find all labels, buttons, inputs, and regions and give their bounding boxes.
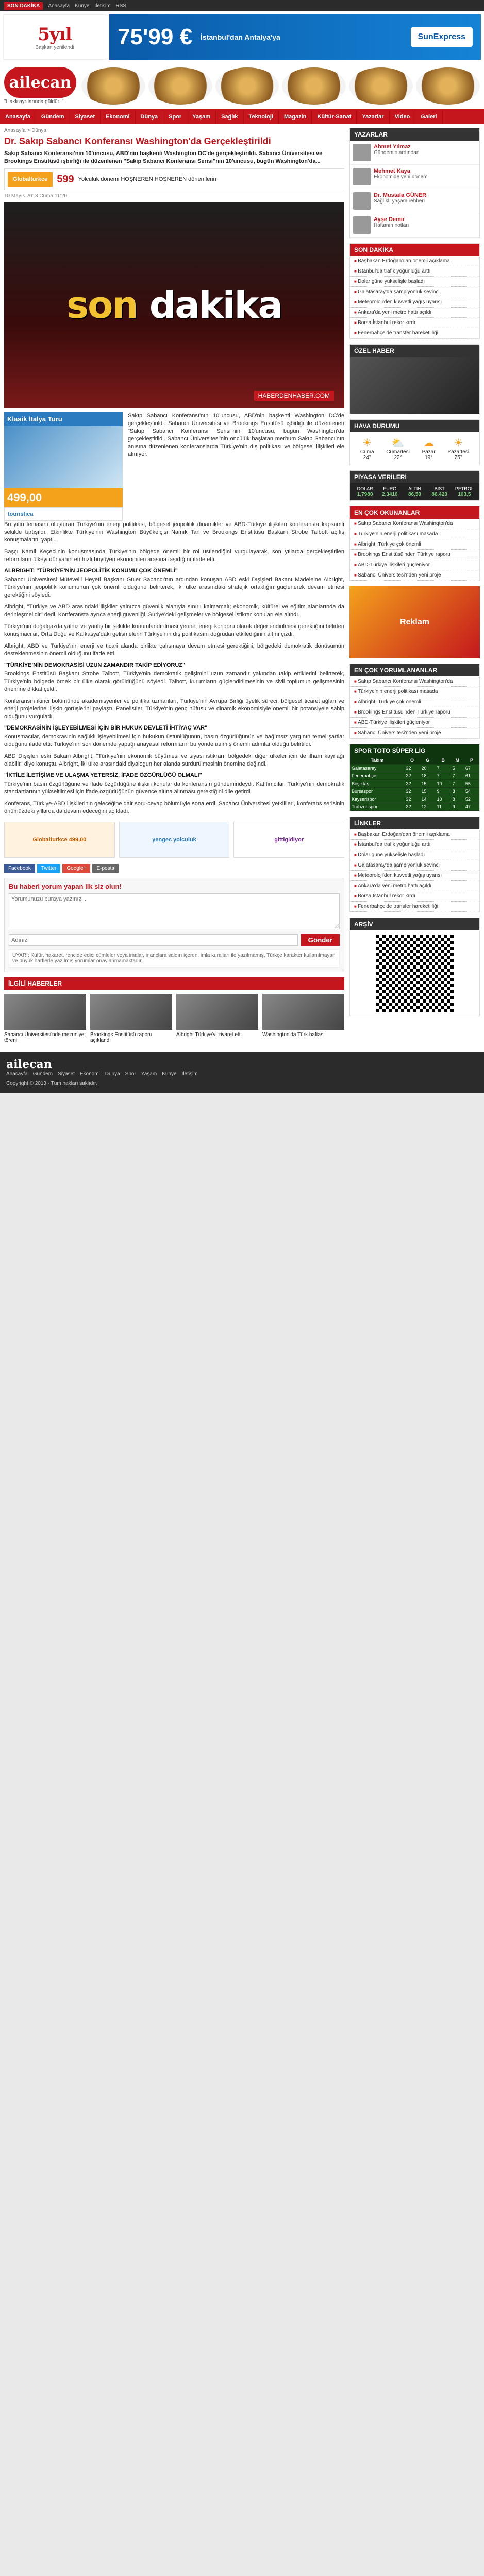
league-cell: 7 [436, 765, 451, 772]
content-columns [0, 124, 484, 1052]
league-cell: Beşiktaş [350, 780, 404, 788]
news-list-item[interactable]: ■ Borsa İstanbul rekor kırdı [350, 891, 479, 902]
league-row [350, 765, 479, 772]
article-body [4, 521, 344, 816]
news-list-item[interactable]: ■ Başbakan Erdoğan'dan önemli açıklama [350, 256, 479, 266]
related-image [262, 994, 344, 1030]
page [0, 0, 484, 1093]
special-news-image[interactable] [350, 357, 479, 414]
hero-word-dakika: dakika [149, 283, 282, 327]
article-body-area [4, 412, 344, 521]
food-image [148, 67, 212, 105]
hero-word-son: son [66, 283, 138, 327]
league-cell: 54 [464, 788, 479, 795]
news-list-item[interactable]: ■ Ankara'da yeni metro hattı açıldı [350, 881, 479, 891]
weather-day-name: Pazar [422, 449, 436, 455]
news-list-item[interactable]: ■ Borsa İstanbul rekor kırdı [350, 318, 479, 328]
market-name: DOLAR [357, 486, 373, 492]
topbar-link[interactable]: Künye [75, 3, 90, 9]
market-name: ALTIN [408, 486, 421, 492]
footer-copyright: Copyright © 2013 - Tüm hakları saklıdır. [6, 1081, 97, 1087]
league-cell: 10 [436, 780, 451, 788]
league-col-header: M [451, 757, 464, 765]
news-list-item[interactable]: ■ Türkiye'nin enerji politikası masada [350, 687, 479, 697]
nav-item[interactable]: Galeri [415, 110, 442, 124]
article-subheading: "TÜRKİYE'NİN DEMOKRASİSİ UZUN ZAMANDIR TAKİP EDİYORUZ" [4, 662, 186, 668]
sidebar-ad[interactable]: Reklam [349, 586, 480, 658]
news-list-item[interactable]: ■ Albright: Türkiye çok önemli [350, 697, 479, 707]
airline-ad-banner[interactable] [109, 14, 481, 60]
article-paragraph: ABD Dışişleri eski Bakanı Albright, "Türkiye'nin ekonomik büyümesi ve siyasi istikrarı, bölgedeki diğer ülkeler için de ilham kaynağı olabilir" diye konuştu. Albright, iki ülke arasındaki diyalogun her alanda sürdürülmesinin önemine değindi. [4, 753, 344, 767]
nav-item[interactable]: Yazarlar [357, 110, 389, 124]
weather-day [360, 436, 374, 461]
article-paragraph: Konuşmacılar, demokrasinin sağlıklı işleyebilmesi için hukukun üstünlüğünün, basın özgürlüğünün ve bağımsız yargının temel şartlar olduğunu ifade etti. Türkiye'nin son dönemde yaptığı anayasal reformların bu yönde atılmış önemli adımlar olduğu belirtildi. [4, 734, 344, 748]
author-name: Ayşe Demir [374, 216, 405, 223]
latest-news-box [349, 243, 480, 339]
weather-temp: 24° [363, 455, 371, 461]
special-news-box [349, 344, 480, 414]
markets-list [350, 483, 479, 500]
league-cell: 55 [464, 780, 479, 788]
most-commented-heading: EN ÇOK YORUMLANANLAR [350, 664, 479, 676]
league-row [350, 803, 479, 811]
related-news [4, 990, 344, 1047]
author-avatar [353, 192, 371, 210]
topbar-link[interactable]: RSS [115, 3, 127, 9]
news-list-item[interactable]: ■ Albright: Türkiye çok önemli [350, 539, 479, 550]
footer-link[interactable]: İletişim [181, 1071, 198, 1077]
author-article-title: Haftanın notları [374, 223, 409, 228]
league-table [350, 757, 479, 811]
market-item [403, 486, 426, 497]
food-image [282, 67, 346, 105]
weather-temp: 19° [425, 455, 433, 461]
author-avatar [353, 216, 371, 234]
league-cell: 32 [404, 772, 420, 780]
market-item [353, 486, 377, 497]
article-subheading: ALBRIGHT: "TÜRKİYE'NİN JEOPOLİTİK KONUMU ÇOK ÖNEMLİ" [4, 568, 178, 574]
news-list-item[interactable]: ■ Meteoroloji'den kuvvetli yağış uyarısı [350, 297, 479, 308]
weather-icon: ☀ [362, 437, 372, 449]
inline-mini-ad[interactable] [4, 168, 344, 190]
footer-link[interactable]: Spor [125, 1071, 136, 1077]
article-paragraph: Türkiye'nin doğalgazda yalnız ve yanlış bir şekilde konumlandırılması yerine, enerji koridoru olarak değerlendirilmesi gerektiğini belirten konuşmacılar, Orta Doğu ve Kafkasya'daki gelişmelerin Türkiye'nin dış politikasını doğrudan etkilediğinin altını çizdi. [4, 623, 344, 637]
league-row [350, 795, 479, 803]
league-row [350, 788, 479, 795]
market-value: 86,50 [408, 492, 421, 497]
market-name: BIST [434, 486, 445, 492]
market-value: 103,5 [458, 492, 471, 497]
header-food-images [81, 67, 480, 105]
league-cell: 32 [404, 780, 420, 788]
author-name: Dr. Mustafa GÜNER [374, 192, 427, 198]
weather-icon: ☀ [454, 437, 463, 449]
footer-link[interactable]: Anasayfa [6, 1071, 28, 1077]
comment-warning: UYARI: Küfür, hakaret, rencide edici cümleler veya imalar, inançlara saldırı içeren, imla kuralları ile yazılmamış, Türkçe karakter kullanılmayan ve büyük harflerle yazılmış yorumlar onaylanmamaktadır. [9, 949, 340, 968]
related-item[interactable] [176, 994, 258, 1043]
market-item [428, 486, 452, 497]
weather-day [422, 436, 436, 461]
tour-ad-price: 499,00 [4, 488, 123, 507]
league-cell: 61 [464, 772, 479, 780]
weather-icon: ⛅ [391, 437, 405, 449]
article-hero-image [4, 202, 344, 408]
qr-code [376, 935, 454, 1012]
food-image [416, 67, 480, 105]
tour-ad-image [4, 426, 123, 488]
links-box [349, 817, 480, 912]
weather-temp: 22° [394, 455, 402, 461]
comment-heading: Bu haberi yorum yapan ilk siz olun! [9, 883, 122, 890]
article-paragraph: Albright, "Türkiye ve ABD arasındaki ilişkiler yalnızca güvenlik alanıyla sınırlı kalmamalı; ekonomik, kültürel ve eğitim alanlarında da derinleşmelidir" dedi. Konferansta ayrıca enerji güvenliği, Suriye'deki gelişmeler ve bölgesel istikrar konuları ele alındı. [4, 604, 344, 618]
league-table-box [349, 744, 480, 811]
author-item[interactable] [350, 213, 479, 238]
news-list-item[interactable]: ■ Sabancı Üniversitesi'nden yeni proje [350, 570, 479, 581]
article-paragraph: Bu yılın temasını oluşturan Türkiye'nin enerji politikası, bölgesel jeopolitik dinamikler ve ABD-Türkiye ilişkileri konferansta kapsamlı şekilde tartışıldı. Etkinlikte Türkiye'nin Washington Büyükelçisi Namık Tan ve Brookings Enstitüsü Başkanı Strobe Talbott açılış konuşmalarını yaptı. [4, 521, 344, 543]
footer-link[interactable]: Ekonomi [79, 1071, 100, 1077]
bottom-ads [4, 822, 344, 858]
site-header [0, 63, 484, 110]
nav-item[interactable]: Kültür-Sanat [312, 110, 357, 124]
league-cell: 32 [404, 788, 420, 795]
league-cell: 32 [404, 765, 420, 772]
food-image [81, 67, 145, 105]
article-subheading: "İKTİLE İLETİŞİME VE ULAŞMA YETERSİZ, İFADE ÖZGÜRLÜĞÜ OLMALI" [4, 772, 202, 778]
related-title: Washington'da Türk haftası [262, 1032, 325, 1038]
top-bar [0, 0, 484, 11]
weather-list [350, 432, 479, 465]
footer-link[interactable]: Dünya [105, 1071, 120, 1077]
sidebar [349, 128, 480, 1047]
share-facebook-button[interactable]: Facebook [4, 864, 35, 873]
nav-item[interactable]: Teknoloji [244, 110, 279, 124]
author-item[interactable] [350, 141, 479, 165]
league-cell: 11 [436, 803, 451, 811]
league-cell: 10 [436, 795, 451, 803]
article-paragraph: Türkiye'nin basın özgürlüğüne ve ifade özgürlüğüne ilişkin konular da konferansın gündemindeydi. Katılımcılar, Türkiye'nin demokratik standartlarının yükseltilmesi için ifade özgürlüğünün güvence altına alınması gerektiğini dile getirdi. [4, 781, 344, 795]
authors-box [349, 128, 480, 238]
news-list-item[interactable]: ■ İstanbul'da trafik yoğunluğu arttı [350, 266, 479, 277]
market-item [453, 486, 476, 497]
market-name: PETROL [455, 486, 474, 492]
article-first-paragraphs [128, 412, 344, 521]
author-article-title: Gündemin ardından [374, 150, 420, 156]
mini-ad-brand: Globalturkce [8, 172, 53, 187]
league-cell: 15 [420, 788, 436, 795]
comment-submit-button[interactable]: Gönder [301, 934, 340, 946]
market-name: EURO [383, 486, 397, 492]
share-bar [4, 864, 344, 873]
nav-item[interactable]: Spor [163, 110, 187, 124]
news-list-item[interactable]: ■ Dolar güne yükselişle başladı [350, 850, 479, 860]
news-list-item[interactable]: ■ Dolar güne yükselişle başladı [350, 277, 479, 287]
nav-item[interactable]: Magazin [279, 110, 312, 124]
share-google-button[interactable]: Google+ [62, 864, 90, 873]
news-list-item[interactable]: ■ İstanbul'da trafik yoğunluğu arttı [350, 840, 479, 850]
nav-item[interactable]: Video [390, 110, 416, 124]
related-title: Brookings Enstitüsü raporu açıklandı [90, 1032, 153, 1043]
league-cell: 7 [451, 780, 464, 788]
news-list-item[interactable]: ■ Galatasaray'da şampiyonluk sevinci [350, 287, 479, 297]
weather-temp: 25° [454, 455, 462, 461]
article-paragraph: Konferansın ikinci bölümünde akademisyenler ve politika uzmanları, Türkiye'nin Avrupa Birliği üyelik süreci, bölgesel ticaret ağları ve enerji projelerine ilişkin görüşlerini paylaştı. Panelistler, Türkiye'nin genç nüfusu ve dinamik ekonomisiyle önemli bir potansiyele sahip olduğunu vurguladı. [4, 698, 344, 720]
topbar-link[interactable]: Anasayfa [48, 3, 70, 9]
special-news-heading: ÖZEL HABER [350, 345, 479, 357]
ad-text: İstanbul'dan Antalya'ya [201, 33, 280, 41]
mini-ad-text: Yolculuk dönemi HOŞNEREN HOŞNEREN dönemlerin [78, 176, 216, 182]
league-col-header: Takım [350, 757, 404, 765]
market-value: 86.420 [431, 492, 447, 497]
footer-links [6, 1071, 478, 1077]
related-item[interactable] [262, 994, 344, 1043]
league-cell: 47 [464, 803, 479, 811]
site-slogan: "Haklı ayrılarında güldür.." [4, 99, 64, 105]
news-list-item[interactable]: ■ Meteoroloji'den kuvvetli yağış uyarısı [350, 871, 479, 881]
mini-ad-price: 599 [57, 173, 74, 185]
most-read-box [349, 506, 480, 581]
league-cell: Trabzonspor [350, 803, 404, 811]
league-cell: 52 [464, 795, 479, 803]
market-value: 1,7980 [357, 492, 373, 497]
league-cell: 9 [436, 788, 451, 795]
league-cell: 7 [436, 772, 451, 780]
article-subheading: "DEMOKRASİNİN İŞLEYEBİLMESİ İÇİN BİR HUKUK DEVLETİ İHTİYAÇ VAR" [4, 725, 208, 731]
footer [0, 1052, 484, 1093]
related-item[interactable] [4, 994, 86, 1043]
article-paragraph: Konferans, Türkiye-ABD ilişkilerinin geleceğine dair soru-cevap bölümüyle sona erdi. Sabancı Üniversitesi yetkilileri, konferans serisinin önümüzdeki yıllarda da devam edeceğini açıkladı. [4, 801, 344, 815]
news-list-item[interactable]: ■ Fenerbahçe'de transfer hareketliliği [350, 902, 479, 912]
league-cell: 14 [420, 795, 436, 803]
most-commented-box [349, 664, 480, 739]
most-read-heading: EN ÇOK OKUNANLAR [350, 506, 479, 519]
bottom-ad[interactable]: Globalturkce 499,00 [4, 822, 115, 858]
footer-link[interactable]: Gündem [32, 1071, 53, 1077]
article-paragraph: Sabancı Üniversitesi Mütevelli Heyeti Başkanı Güler Sabancı'nın ardından konuşan ABD eski Dışişleri Bakanı Madeleine Albright, Türkiye'nin jeopolitik konumunun çok önemli olduğunu belirterek, iki ülke arasındaki stratejik ortaklığın güçlenerek devam etmesi gerektiğini söyledi. [4, 577, 344, 598]
weather-icon: ☁ [423, 437, 434, 449]
archive-box [349, 918, 480, 1016]
news-list-item[interactable]: ■ Galatasaray'da şampiyonluk sevinci [350, 860, 479, 871]
topbar-link[interactable]: İletişim [94, 3, 111, 9]
footer-logo[interactable]: ailecan [6, 1058, 52, 1071]
related-item[interactable] [90, 994, 172, 1043]
league-cell: 7 [451, 772, 464, 780]
anniversary-logo[interactable] [3, 14, 106, 60]
related-news-heading: İLGİLİ HABERLER [4, 977, 344, 990]
related-image [90, 994, 172, 1030]
bottom-ad[interactable]: gittigidiyor [233, 822, 344, 858]
market-value: 2,3410 [381, 492, 398, 497]
breadcrumb: Anasayfa > Dünya [4, 128, 46, 133]
article-paragraph: Başçı Kamil Keçeci'nin konuşmasında Türkiye'nin bölgede önemli bir rol üstlendiğini vurgulayarak, son yıllarda gerçekleştirilen reformların ülkeyi dünyanın en hızlı büyüyen ekonomileri arasına taşıdığını ifade etti. [4, 549, 344, 563]
weather-day-name: Pazartesi [447, 449, 470, 455]
author-article-title: Sağlıklı yaşam rehberi [374, 198, 425, 204]
related-image [4, 994, 86, 1030]
author-item[interactable] [350, 189, 479, 213]
news-list-item[interactable]: ■ Sabancı Üniversitesi'nden yeni proje [350, 728, 479, 738]
comment-form [4, 878, 344, 972]
links-heading: LİNKLER [350, 817, 479, 829]
tour-ad-title: Klasik İtalya Turu [4, 412, 123, 426]
related-title: Albright Türkiye'yi ziyaret etti [176, 1032, 242, 1038]
league-cell: Bursaspor [350, 788, 404, 795]
weather-day-name: Cuma [360, 449, 374, 455]
archive-heading: ARŞİV [350, 918, 479, 930]
league-heading: SPOR TOTO SÜPER LİG [350, 744, 479, 757]
nav-item[interactable]: Siyaset [70, 110, 101, 124]
tour-ad[interactable] [4, 412, 123, 521]
comment-actions [9, 934, 340, 946]
nav-item[interactable]: Gündem [36, 110, 70, 124]
news-list-item[interactable]: ■ Sakıp Sabancı Konferansı Washington'da [350, 676, 479, 687]
main-column [4, 128, 344, 1047]
author-item[interactable] [350, 165, 479, 189]
league-cell: 20 [420, 765, 436, 772]
league-col-header: P [464, 757, 479, 765]
article-spot: Sakıp Sabancı Konferansı'nın 10'uncusu, ABD'nin başkenti Washington DC'de gerçekleştirildi. Sabancı Üniversitesi ve Brookings Enstitüsü işbirliği ile düzenlenen "Sakıp Sabancı Konferansı Serisi"nin 10'uncusu, bugün Washington'da... [4, 150, 323, 164]
nav-item[interactable]: Yaşam [187, 110, 216, 124]
league-cell: 32 [404, 795, 420, 803]
comment-textarea[interactable] [9, 893, 340, 929]
markets-box [349, 470, 480, 501]
nav-item[interactable]: Sağlık [216, 110, 243, 124]
related-image [176, 994, 258, 1030]
league-cell: 67 [464, 765, 479, 772]
league-cell: 12 [420, 803, 436, 811]
news-list-item[interactable]: ■ Türkiye'nin enerji politikası masada [350, 529, 479, 539]
news-list-item[interactable]: ■ ABD-Türkiye ilişkileri güçleniyor [350, 560, 479, 570]
footer-link[interactable]: Yaşam [141, 1071, 157, 1077]
anniversary-logo-text: 5yıl [38, 24, 72, 45]
hero-text [66, 283, 282, 327]
anniversary-logo-sub: Başkan yenilendi [35, 44, 74, 50]
article-paragraph: Sakıp Sabancı Konferansı'nın 10'uncusu, ABD'nin başkenti Washington DC'de gerçekleştirildi. Sabancı Üniversitesi ve Brookings Enstitüsü işbirliği ile düzenlenen "Sakıp Sabancı Konferansı Serisi"nin 10'uncusu, bugün Washington'da gerçekleştirildi. Sabancı Üniversitesi'nin öncülük başlatan merhum Sakıp Sabancı'nın anısına düzenlenen konferanslarda Türkiye'nin dış politikası ve bölgesel ilişkileri ele alınıyor. [128, 413, 344, 457]
league-cell: 5 [451, 765, 464, 772]
food-image [215, 67, 279, 105]
share-email-button[interactable]: E-posta [92, 864, 118, 873]
authors-heading: YAZARLAR [350, 128, 479, 141]
footer-link[interactable]: Künye [162, 1071, 177, 1077]
hero-tag: HABERDENHABER.COM [254, 391, 334, 401]
league-cell: 8 [451, 795, 464, 803]
league-col-header: O [404, 757, 420, 765]
news-list-item[interactable]: ■ Brookings Enstitüsü'nden Türkiye raporu [350, 550, 479, 560]
news-list-item[interactable]: ■ Ankara'da yeni metro hattı açıldı [350, 308, 479, 318]
author-name: Mehmet Kaya [374, 168, 410, 174]
league-cell: Galatasaray [350, 765, 404, 772]
author-article-title: Ekonomide yeni dönem [374, 174, 428, 180]
league-col-header: B [436, 757, 451, 765]
footer-link[interactable]: Siyaset [58, 1071, 75, 1077]
league-row [350, 772, 479, 780]
weather-heading: HAVA DURUMU [350, 420, 479, 432]
markets-heading: PİYASA VERİLERİ [350, 471, 479, 483]
share-twitter-button[interactable]: Twitter [37, 864, 60, 873]
news-list-item[interactable]: ■ ABD-Türkiye ilişkileri güçleniyor [350, 718, 479, 728]
league-col-header: G [420, 757, 436, 765]
main-nav [0, 110, 484, 124]
author-name: Ahmet Yılmaz [374, 144, 411, 150]
weather-day-name: Cumartesi [386, 449, 410, 455]
news-list-item[interactable]: ■ Sakıp Sabancı Konferansı Washington'da [350, 519, 479, 529]
comment-name-input[interactable] [9, 934, 298, 946]
weather-day [386, 436, 410, 461]
news-list-item[interactable]: ■ Fenerbahçe'de transfer hareketliliği [350, 328, 479, 338]
league-cell: 15 [420, 780, 436, 788]
article-paragraph: Albright, ABD ve Türkiye'nin enerji ve ticari alanda birlikte çalışmaya devam etmesi gerektiğini, bölgedeki demokratik dönüşümün desteklenmesinin önemli olduğunu ifade etti. [4, 643, 344, 657]
news-list-item[interactable]: ■ Başbakan Erdoğan'dan önemli açıklama [350, 829, 479, 840]
nav-item[interactable]: Ekonomi [101, 110, 135, 124]
league-cell: Kayserispor [350, 795, 404, 803]
market-item [378, 486, 402, 497]
ad-brand: SunExpress [411, 27, 473, 47]
article-title: Dr. Sakıp Sabancı Konferansı Washington'da Gerçekleştirildi [4, 136, 271, 146]
author-avatar [353, 144, 371, 161]
food-image [349, 67, 413, 105]
league-cell: 18 [420, 772, 436, 780]
league-cell: Fenerbahçe [350, 772, 404, 780]
latest-news-heading: SON DAKİKA [350, 244, 479, 256]
nav-item[interactable]: Dünya [136, 110, 164, 124]
league-cell: 8 [451, 788, 464, 795]
top-ad-area [0, 11, 484, 63]
related-title: Sabancı Üniversitesi'nde mezuniyet töreni [4, 1032, 86, 1043]
league-row [350, 780, 479, 788]
article-paragraph: Brookings Enstitüsü Başkanı Strobe Talbott, Türkiye'nin demokratik gelişimini uzun zamandır yakından takip ettiklerini belirterek, Türkiye'nin bölgede örnek bir ülke olarak görüldüğünü söyledi. Talbott, kurumların güçlendirilmesinin ve sivil toplumun gelişmesinin önemine dikkat çekti. [4, 671, 344, 692]
league-cell: 32 [404, 803, 420, 811]
live-badge: SON DAKİKA [4, 2, 43, 10]
nav-item[interactable]: Anasayfa [0, 110, 36, 124]
bottom-ad[interactable]: yengec yolculuk [119, 822, 230, 858]
weather-day [447, 436, 469, 461]
news-list-item[interactable]: ■ Brookings Enstitüsü'nden Türkiye raporu [350, 707, 479, 718]
ad-price: 75'99 € [118, 24, 193, 49]
author-avatar [353, 168, 371, 185]
weather-box [349, 419, 480, 465]
site-logo[interactable]: ailecan [4, 67, 76, 98]
tour-ad-brand: touristica [4, 507, 123, 521]
league-cell: 9 [451, 803, 464, 811]
article-date: 10 Mayıs 2013 Cuma 11:20 [4, 193, 68, 199]
